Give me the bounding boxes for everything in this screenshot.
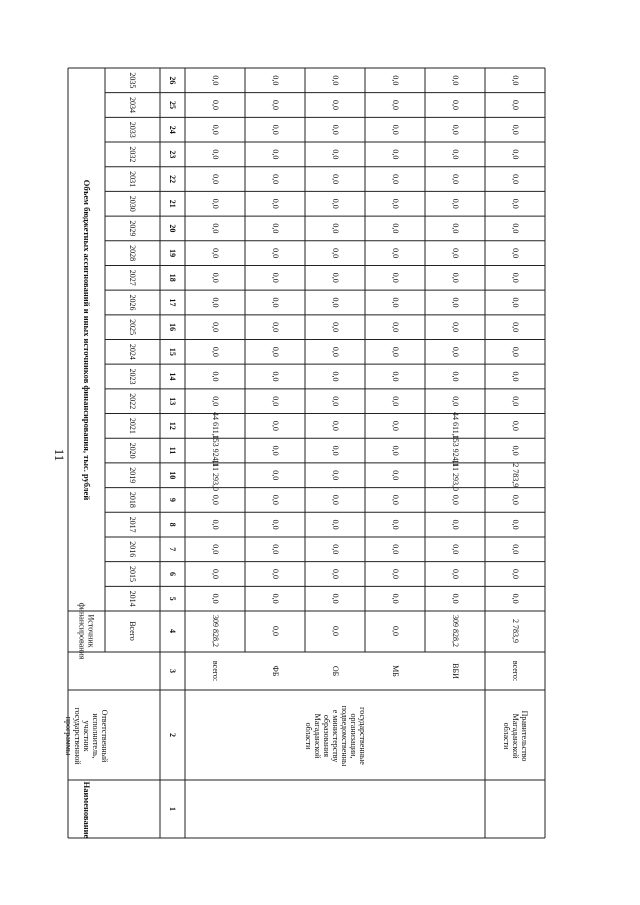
year-label: 2029 xyxy=(128,220,138,237)
value-cell: 0,0 xyxy=(271,248,281,259)
value-cell: 0,0 xyxy=(391,445,401,456)
value-cell: 0,0 xyxy=(211,568,221,579)
value-cell: 0,0 xyxy=(211,593,221,604)
value-cell: 0,0 xyxy=(511,223,521,234)
value-cell: 0,0 xyxy=(331,568,341,579)
column-number: 7 xyxy=(168,547,178,552)
executor-cell: ПравительствоМагаданскойобласти xyxy=(502,710,530,762)
value-cell: 0,0 xyxy=(451,322,461,333)
value-cell: 0,0 xyxy=(391,494,401,505)
total-cell: 0,0 xyxy=(271,626,281,636)
value-cell: 0,0 xyxy=(211,75,221,86)
value-cell: 0,0 xyxy=(511,322,521,333)
value-cell: 0,0 xyxy=(211,149,221,160)
column-number: 1 xyxy=(168,807,178,811)
value-cell: 0,0 xyxy=(391,519,401,530)
column-number: 25 xyxy=(168,101,178,110)
value-cell: 0,0 xyxy=(271,100,281,111)
value-cell: 0,0 xyxy=(391,174,401,185)
column-number: 15 xyxy=(168,347,178,356)
value-cell: 0,0 xyxy=(391,75,401,86)
value-cell: 111 293,0 xyxy=(211,459,221,491)
column-number: 5 xyxy=(168,596,178,601)
value-cell: 0,0 xyxy=(331,100,341,111)
total-cell: 0,0 xyxy=(331,626,341,636)
value-cell: 0,0 xyxy=(391,100,401,111)
value-cell: 0,0 xyxy=(271,124,281,135)
value-cell: 0,0 xyxy=(331,223,341,234)
value-cell: 0,0 xyxy=(331,272,341,283)
value-cell: 0,0 xyxy=(511,396,521,407)
column-number: 19 xyxy=(168,249,178,258)
value-cell: 0,0 xyxy=(211,494,221,505)
value-cell: 0,0 xyxy=(451,75,461,86)
value-cell: 0,0 xyxy=(271,297,281,308)
page-number: 11 xyxy=(52,448,67,462)
value-cell: 0,0 xyxy=(271,420,281,431)
value-cell: 0,0 xyxy=(511,593,521,604)
value-cell: 0,0 xyxy=(451,248,461,259)
year-label: 2022 xyxy=(128,393,138,410)
total-header: Всего xyxy=(128,621,138,641)
value-cell: 0,0 xyxy=(331,198,341,209)
value-cell: 0,0 xyxy=(211,124,221,135)
value-cell: 0,0 xyxy=(331,544,341,555)
year-label: 2035 xyxy=(128,72,138,89)
column-number: 11 xyxy=(168,446,178,455)
value-cell: 0,0 xyxy=(211,544,221,555)
column-number: 22 xyxy=(168,175,178,184)
column-number: 17 xyxy=(168,298,178,307)
value-cell: 0,0 xyxy=(511,124,521,135)
value-cell: 0,0 xyxy=(511,248,521,259)
source-cell: всего: xyxy=(211,660,221,682)
column-number: 3 xyxy=(168,669,178,673)
column-number: 2 xyxy=(168,733,178,737)
value-cell: 0,0 xyxy=(331,420,341,431)
value-cell: 0,0 xyxy=(511,494,521,505)
year-label: 2025 xyxy=(128,319,138,336)
value-cell: 0,0 xyxy=(391,420,401,431)
value-cell: 0,0 xyxy=(331,297,341,308)
executor-cell: государственныеорганизации,подведомственные министерствуобразованияМагаданскойобласти xyxy=(304,705,368,767)
year-label: 2028 xyxy=(128,245,138,262)
value-cell: 153 924,1 xyxy=(211,434,221,467)
year-label: 2031 xyxy=(128,171,138,188)
value-cell: 0,0 xyxy=(331,371,341,382)
total-cell: 309 828,2 xyxy=(211,615,221,647)
funding-title: Объем бюджетных ассигнований и иных источников финансирования, тыс. рублей xyxy=(82,179,93,501)
value-cell: 0,0 xyxy=(511,100,521,111)
year-label: 2034 xyxy=(128,97,138,114)
value-cell: 0,0 xyxy=(211,396,221,407)
value-cell: 0,0 xyxy=(511,568,521,579)
value-cell: 0,0 xyxy=(331,322,341,333)
value-cell: 0,0 xyxy=(271,174,281,185)
value-cell: 0,0 xyxy=(211,346,221,357)
value-cell: 0,0 xyxy=(451,198,461,209)
source-cell: всего: xyxy=(511,660,521,682)
value-cell: 0,0 xyxy=(451,568,461,579)
value-cell: 153 924,1 xyxy=(451,434,461,467)
value-cell: 0,0 xyxy=(511,544,521,555)
value-cell: 0,0 xyxy=(451,149,461,160)
value-cell: 0,0 xyxy=(331,470,341,481)
value-cell: 0,0 xyxy=(271,544,281,555)
value-cell: 0,0 xyxy=(271,445,281,456)
value-cell: 0,0 xyxy=(451,593,461,604)
value-cell: 0,0 xyxy=(211,297,221,308)
year-label: 2016 xyxy=(128,541,138,558)
value-cell: 0,0 xyxy=(451,371,461,382)
value-cell: 0,0 xyxy=(451,396,461,407)
value-cell: 0,0 xyxy=(271,75,281,86)
source-cell: ВБИ xyxy=(451,663,461,679)
value-cell: 0,0 xyxy=(391,149,401,160)
value-cell: 0,0 xyxy=(511,272,521,283)
total-cell: 2 783,9 xyxy=(511,619,521,643)
column-number: 21 xyxy=(168,199,178,208)
column-number: 18 xyxy=(168,273,178,282)
value-cell: 0,0 xyxy=(391,593,401,604)
value-cell: 0,0 xyxy=(211,371,221,382)
value-cell: 0,0 xyxy=(271,371,281,382)
value-cell: 0,0 xyxy=(391,371,401,382)
source-header: Источникфинансирования xyxy=(77,602,96,660)
year-label: 2021 xyxy=(128,417,138,434)
value-cell: 0,0 xyxy=(211,174,221,185)
source-cell: ОБ xyxy=(331,665,341,677)
value-cell: 0,0 xyxy=(271,149,281,160)
column-number: 4 xyxy=(168,629,178,633)
value-cell: 111 293,0 xyxy=(451,459,461,491)
name-header: Наименование xyxy=(82,781,93,839)
value-cell: 0,0 xyxy=(391,470,401,481)
total-cell: 309 828,2 xyxy=(451,615,461,647)
year-label: 2014 xyxy=(128,590,138,607)
column-number: 26 xyxy=(168,76,178,85)
source-cell: ФБ xyxy=(271,665,281,677)
source-cell: МБ xyxy=(391,665,401,677)
value-cell: 0,0 xyxy=(271,593,281,604)
value-cell: 0,0 xyxy=(451,223,461,234)
year-label: 2017 xyxy=(128,516,138,533)
year-label: 2020 xyxy=(128,442,138,459)
year-label: 2023 xyxy=(128,368,138,385)
value-cell: 0,0 xyxy=(391,272,401,283)
value-cell: 0,0 xyxy=(511,519,521,530)
column-number: 24 xyxy=(168,125,178,134)
value-cell: 0,0 xyxy=(211,100,221,111)
value-cell: 0,0 xyxy=(511,346,521,357)
value-cell: 0,0 xyxy=(331,124,341,135)
column-number: 23 xyxy=(168,150,178,159)
year-label: 2027 xyxy=(128,269,138,286)
value-cell: 0,0 xyxy=(451,519,461,530)
value-cell: 0,0 xyxy=(271,568,281,579)
value-cell: 0,0 xyxy=(211,519,221,530)
value-cell: 0,0 xyxy=(331,593,341,604)
column-number: 8 xyxy=(168,522,178,527)
value-cell: 0,0 xyxy=(211,272,221,283)
value-cell: 0,0 xyxy=(511,371,521,382)
value-cell: 0,0 xyxy=(391,124,401,135)
value-cell: 0,0 xyxy=(271,346,281,357)
value-cell: 0,0 xyxy=(271,470,281,481)
value-cell: 0,0 xyxy=(211,248,221,259)
value-cell: 44 611,1 xyxy=(211,412,221,440)
value-cell: 0,0 xyxy=(271,198,281,209)
value-cell: 0,0 xyxy=(331,346,341,357)
value-cell: 0,0 xyxy=(331,396,341,407)
value-cell: 0,0 xyxy=(271,494,281,505)
value-cell: 0,0 xyxy=(511,174,521,185)
year-label: 2030 xyxy=(128,195,138,212)
value-cell: 0,0 xyxy=(451,346,461,357)
value-cell: 0,0 xyxy=(451,124,461,135)
value-cell: 0,0 xyxy=(391,248,401,259)
value-cell: 0,0 xyxy=(391,297,401,308)
value-cell: 0,0 xyxy=(271,519,281,530)
year-label: 2026 xyxy=(128,294,138,311)
column-number: 14 xyxy=(168,372,178,381)
value-cell: 0,0 xyxy=(451,494,461,505)
value-cell: 0,0 xyxy=(271,272,281,283)
value-cell: 0,0 xyxy=(331,248,341,259)
column-number: 13 xyxy=(168,397,178,406)
column-number: 12 xyxy=(168,421,178,430)
value-cell: 0,0 xyxy=(331,445,341,456)
value-cell: 0,0 xyxy=(331,75,341,86)
value-cell: 0,0 xyxy=(511,445,521,456)
value-cell: 0,0 xyxy=(391,544,401,555)
column-number: 6 xyxy=(168,571,178,576)
value-cell: 0,0 xyxy=(511,297,521,308)
column-number: 20 xyxy=(168,224,178,233)
value-cell: 0,0 xyxy=(331,494,341,505)
value-cell: 0,0 xyxy=(451,100,461,111)
year-label: 2032 xyxy=(128,146,138,163)
year-label: 2024 xyxy=(128,343,138,360)
year-label: 2033 xyxy=(128,121,138,138)
value-cell: 0,0 xyxy=(391,223,401,234)
value-cell: 0,0 xyxy=(451,544,461,555)
value-cell: 0,0 xyxy=(211,198,221,209)
value-cell: 0,0 xyxy=(451,297,461,308)
value-cell: 0,0 xyxy=(331,149,341,160)
value-cell: 0,0 xyxy=(511,198,521,209)
value-cell: 0,0 xyxy=(391,568,401,579)
value-cell: 0,0 xyxy=(511,149,521,160)
value-cell: 0,0 xyxy=(271,223,281,234)
column-number: 16 xyxy=(168,323,178,332)
value-cell: 0,0 xyxy=(391,198,401,209)
value-cell: 0,0 xyxy=(451,174,461,185)
value-cell: 44 611,1 xyxy=(451,412,461,440)
value-cell: 0,0 xyxy=(391,322,401,333)
value-cell: 0,0 xyxy=(271,322,281,333)
value-cell: 0,0 xyxy=(511,75,521,86)
value-cell: 0,0 xyxy=(271,396,281,407)
column-number: 9 xyxy=(168,497,178,502)
value-cell: 0,0 xyxy=(391,396,401,407)
year-label: 2019 xyxy=(128,467,138,484)
value-cell: 0,0 xyxy=(331,174,341,185)
value-cell: 2 783,9 xyxy=(511,463,521,488)
value-cell: 0,0 xyxy=(331,519,341,530)
executor-header: Ответственныйисполнитель,участникгосударственнойпрограммы xyxy=(64,707,110,765)
column-number: 10 xyxy=(168,471,178,480)
year-label: 2015 xyxy=(128,565,138,582)
value-cell: 0,0 xyxy=(451,272,461,283)
value-cell: 0,0 xyxy=(391,346,401,357)
value-cell: 0,0 xyxy=(211,223,221,234)
year-label: 2018 xyxy=(128,491,138,508)
value-cell: 0,0 xyxy=(511,420,521,431)
value-cell: 0,0 xyxy=(211,322,221,333)
total-cell: 0,0 xyxy=(391,626,401,636)
